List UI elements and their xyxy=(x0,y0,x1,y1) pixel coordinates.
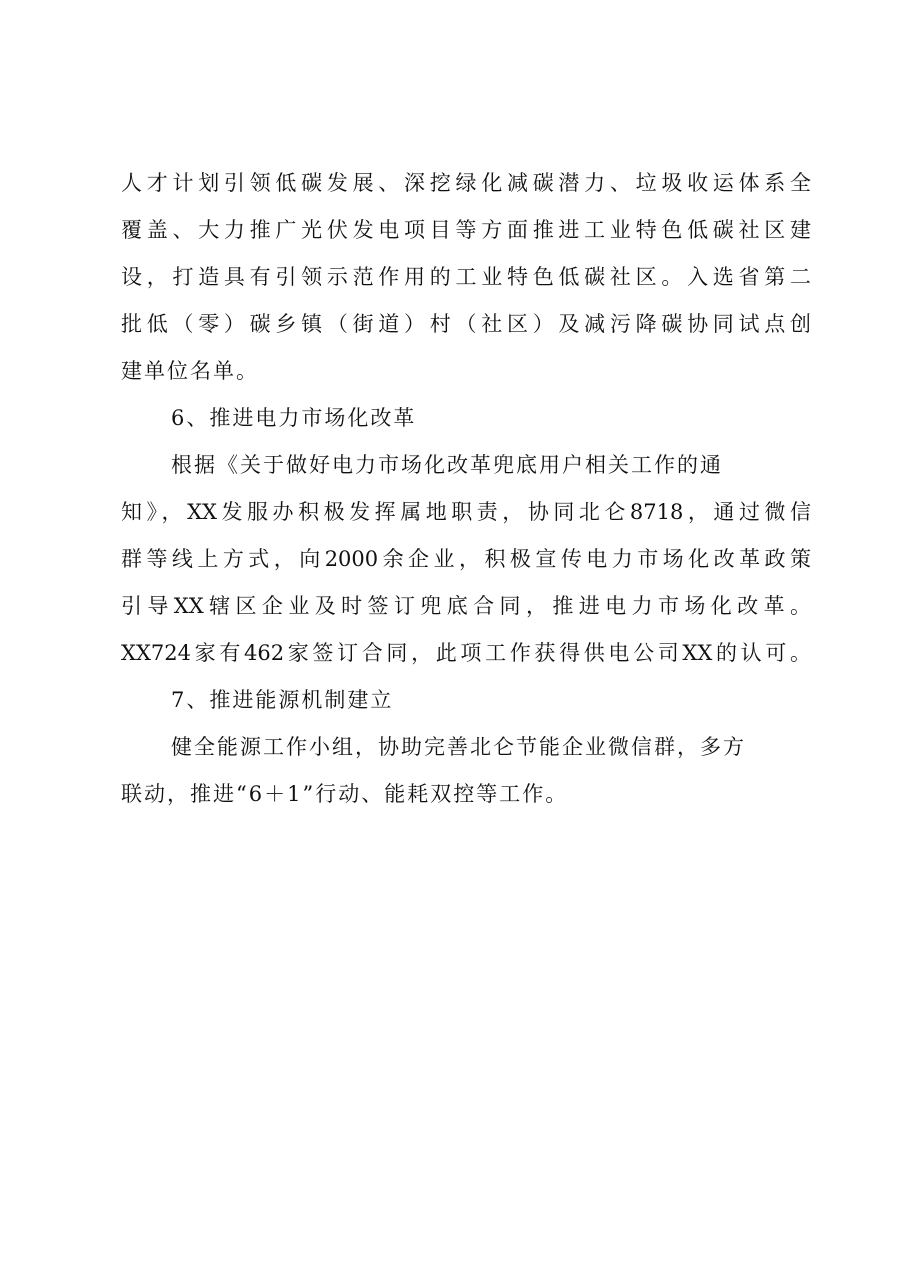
paragraph-low-carbon-community xyxy=(121,160,811,395)
text-line: 知》，XX发服办积极发挥属地职责，协同北仑8718，通过微信 xyxy=(121,500,811,524)
text-line: 群等线上方式，向2000余企业，积极宣传电力市场化改革政策 xyxy=(121,547,811,571)
text-line: 引导XX辖区企业及时签订兜底合同，推进电力市场化改革。 xyxy=(121,594,811,618)
section-heading-6: 6、推进电力市场化改革 xyxy=(171,406,417,430)
section-heading-7: 7、推进能源机制建立 xyxy=(171,688,394,712)
paragraph-power-market-reform xyxy=(121,442,811,677)
text-line: XX724家有462家签订合同，此项工作获得供电公司XX的认可。 xyxy=(121,641,811,665)
document-body xyxy=(121,160,811,818)
paragraph-energy-mechanism xyxy=(121,724,811,818)
text-line: 人才计划引领低碳发展、深挖绿化减碳潜力、垃圾收运体系全 xyxy=(121,171,811,195)
text-line: 联动，推进“6＋1”行动、能耗双控等工作。 xyxy=(121,782,569,806)
text-line: 根据《关于做好电力市场化改革兜底用户相关工作的通 xyxy=(171,453,723,477)
text-line: 设，打造具有引领示范作用的工业特色低碳社区。入选省第二 xyxy=(121,265,811,289)
text-line: 建单位名单。 xyxy=(121,359,259,383)
text-line: 健全能源工作小组，协助完善北仑节能企业微信群，多方 xyxy=(171,735,746,759)
text-line: 批低（零）碳乡镇（街道）村（社区）及减污降碳协同试点创 xyxy=(121,312,811,336)
text-line: 覆盖、大力推广光伏发电项目等方面推进工业特色低碳社区建 xyxy=(121,218,811,242)
